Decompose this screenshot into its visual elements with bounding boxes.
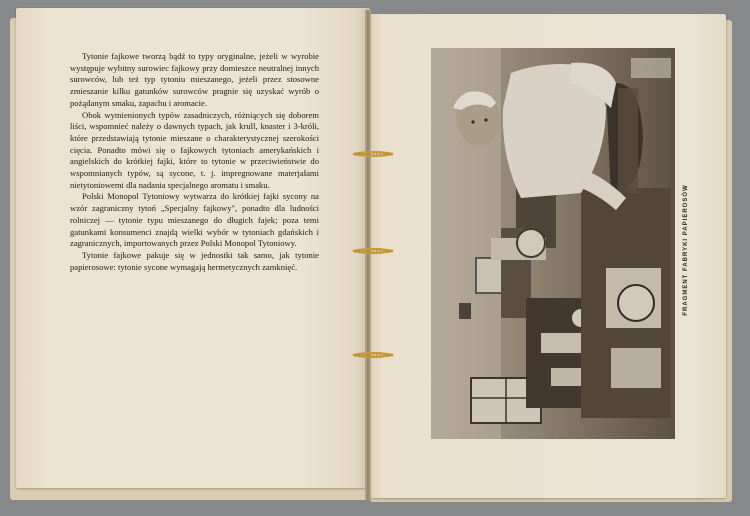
binding-thread-top bbox=[352, 151, 394, 157]
left-page-text bbox=[70, 51, 319, 273]
paragraph-1: Tytonie fajkowe tworzą bądź to typy oryginalne, jeżeli w wyrobie występuje wybitny surowiec fajkowy przy domieszce neutralnej innych surowców, lub też typ tytoniu mieszanego, jeżeli przez stosowne zmieszanie kilku gatunków surowców pragnie się uzyskać wyrób o pożądanym smaku, zapachu i aromacie. bbox=[70, 51, 319, 108]
photo-caption bbox=[680, 175, 692, 325]
paragraph-3: Polski Monopol Tytoniowy wytwarza do krótkiej fajki sycony na wzór zagraniczny tytoń „Specjalny fajkowy", ponadto dla ludności rolniczej — tytonie typu mieszanego do długich fajek; poza temi gatunkami konsumenci znajdą wielki wybór w tytoniach gdańskich i zagranicznych, importowanych przez Polski Monopol Tytoniowy. bbox=[70, 191, 319, 249]
photo-caption-text: FRAGMENT FABRYKI PAPIEROSÓW bbox=[683, 184, 689, 316]
paragraph-4: Tytonie fajkowe pakuje się w jednostki tak samo, jak tytonie papierosowe: tytonie sycone wymagają hermetycznych zamknięć. bbox=[70, 249, 319, 272]
binding-thread-bottom bbox=[352, 352, 394, 358]
binding-thread-middle bbox=[352, 248, 394, 254]
factory-photograph bbox=[431, 48, 675, 439]
paragraph-2: Obok wymienionych typów zasadniczych, różniących się doborem liści, wspomnieć należy o dawnych typach, jak krull, knaster i 3-króli, które przedstawiają tytonie mieszane o charakterystycznej szerokości cięcia. Ponadto mówi się o fajkowych tytoniach amerykańskich i angielskich do krótkiej fajki, które to tytonie w przeciwieństwie do wspomnianych typów, są sycone, t. j. impregnowane materjałami nietytoniowemi dla nadania specjalnego aromatu i smaku. bbox=[70, 109, 319, 190]
book-gutter bbox=[365, 10, 371, 500]
